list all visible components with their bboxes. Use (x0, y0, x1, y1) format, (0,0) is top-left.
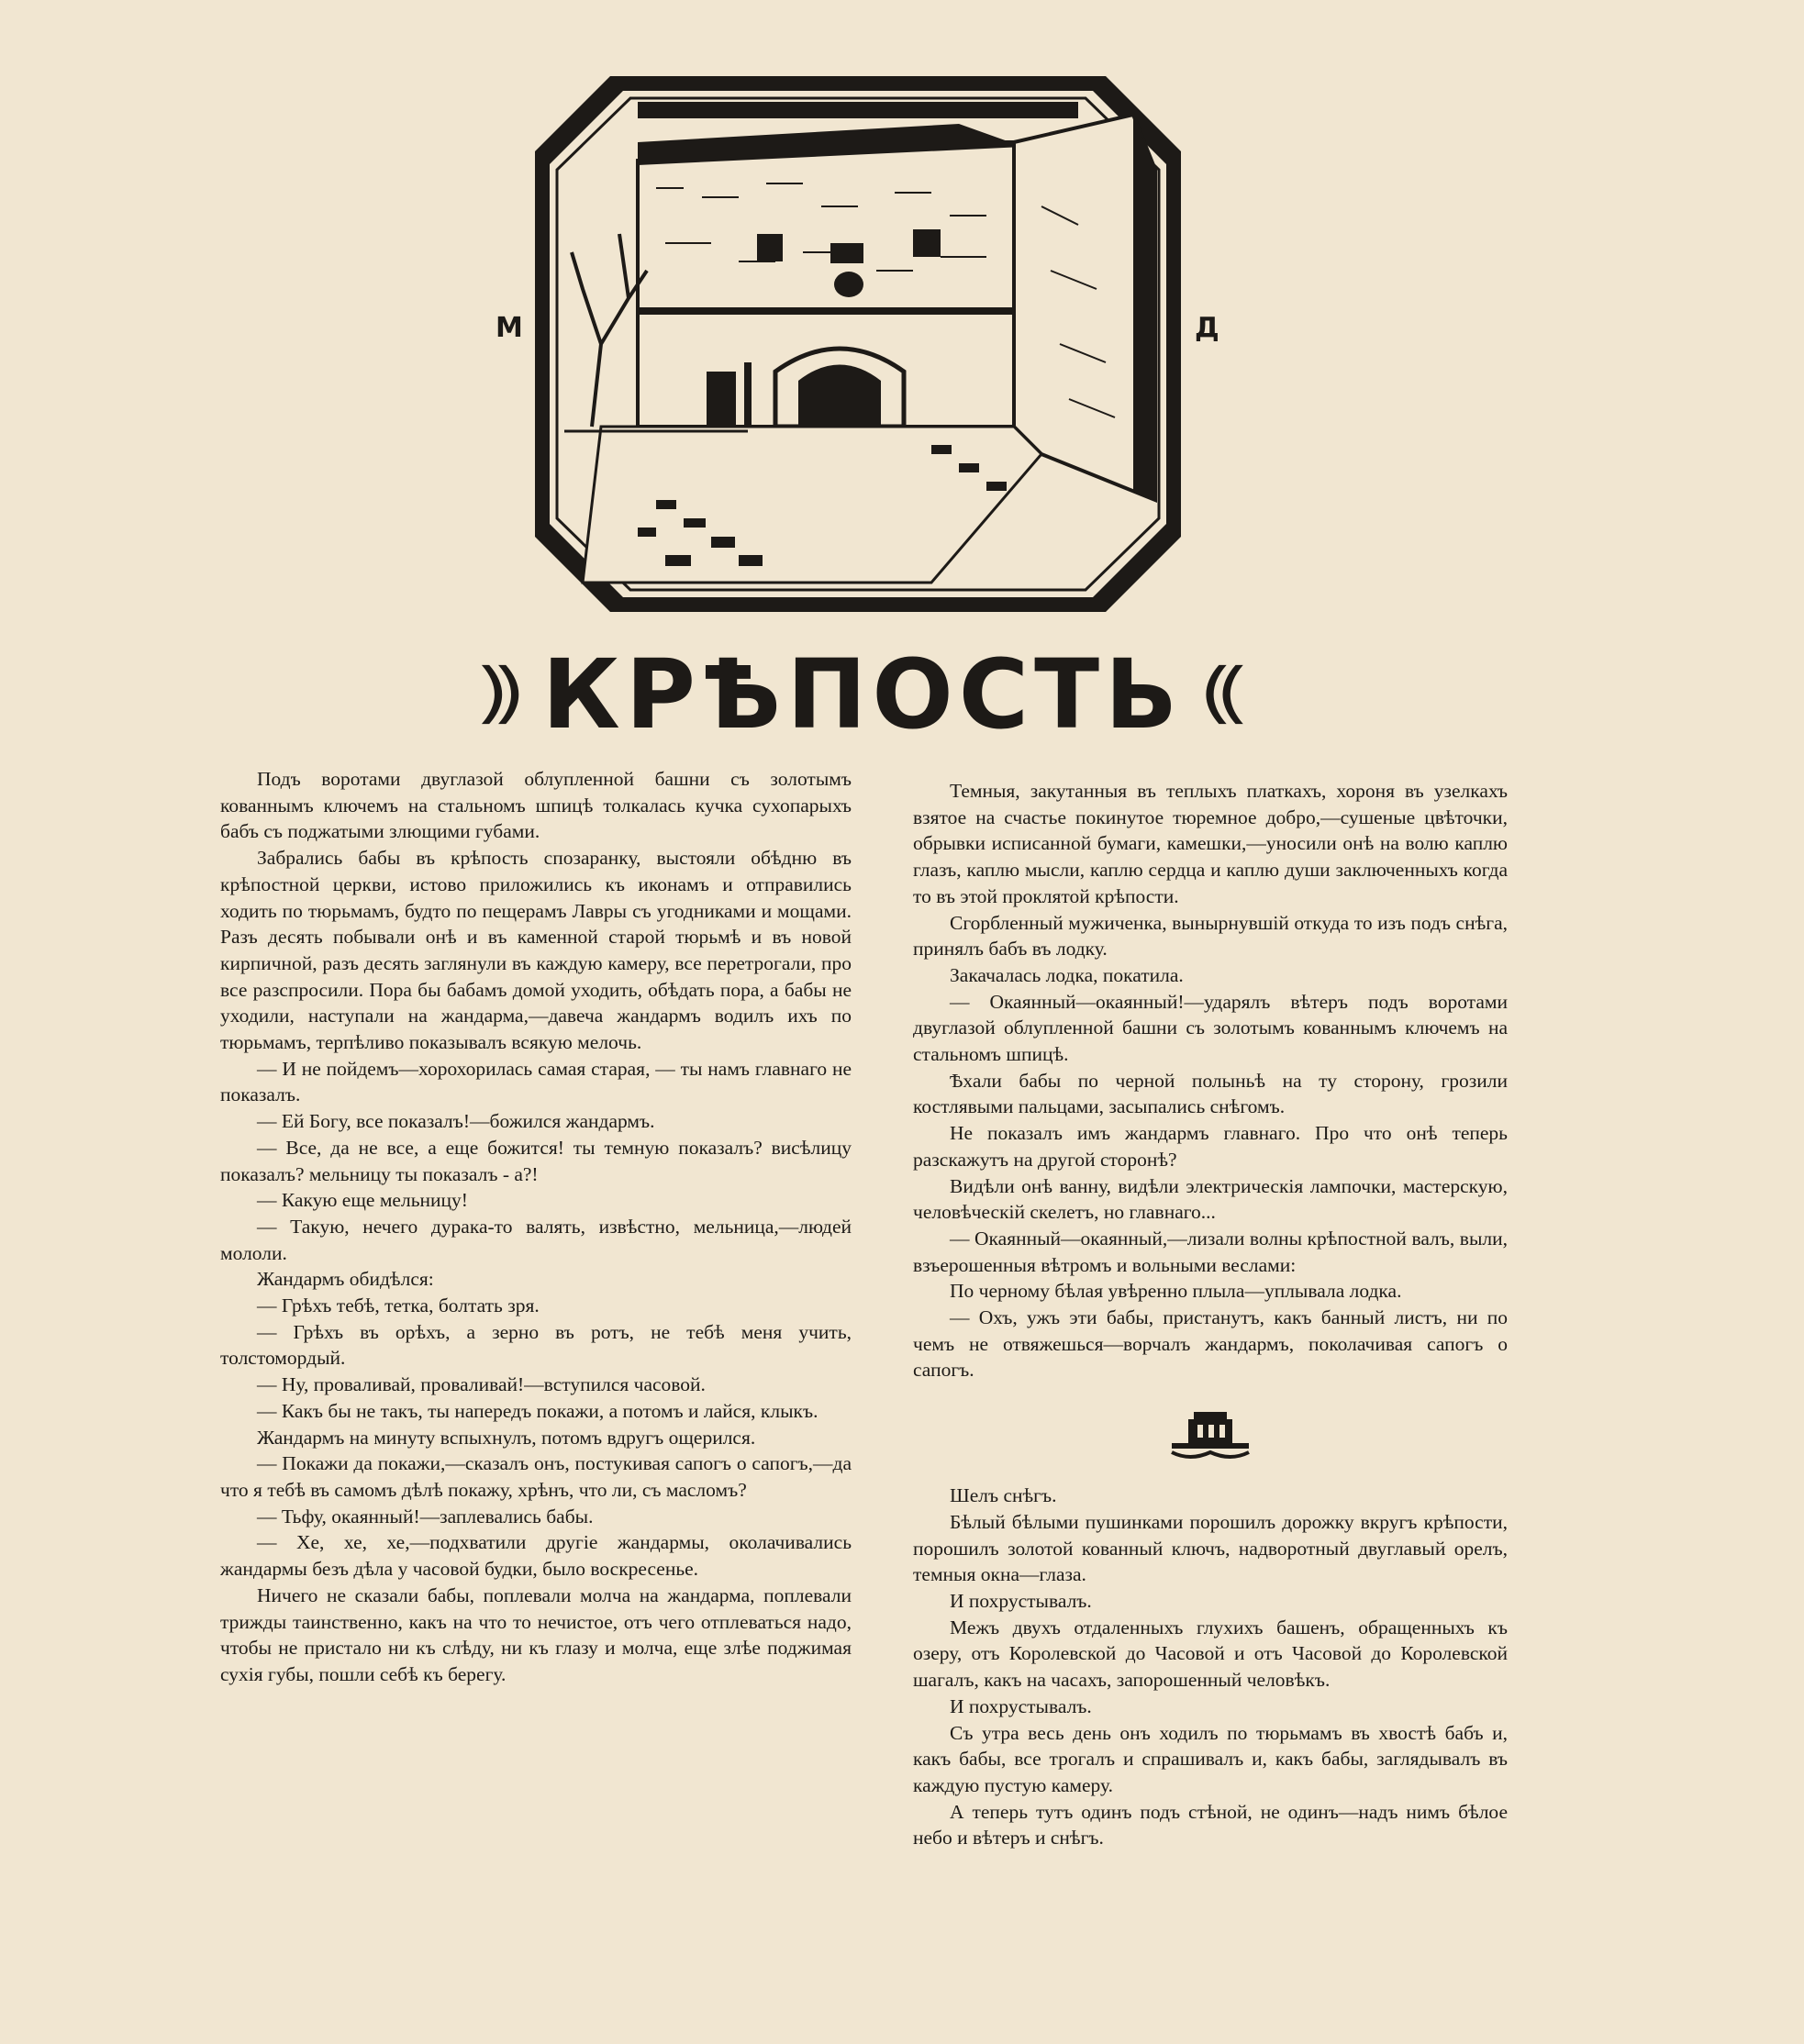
left-text-column (220, 766, 852, 1688)
paragraph: — Окаянный—окаянный!—ударялъ вѣтеръ подъ воротами двуглазой облупленной башни съ золотымъ кованнымъ ключемъ на стальномъ шпицѣ. (913, 990, 1508, 1066)
monogram-right: Д (1195, 312, 1219, 344)
paragraph: Бѣлый бѣлыми пушинками порошилъ дорожку вкругъ крѣпости, порошилъ золотой кованный ключъ, надворотный двуглавый орелъ, темныя окна—глаза. (913, 1510, 1508, 1586)
paragraph: Не показалъ имъ жандармъ главнаго. Про что онѣ теперь разскажутъ на другой сторонѣ? (913, 1122, 1508, 1171)
paragraph: — Покажи да покажи,—сказалъ онъ, постукивая сапогъ о сапогъ,—да что я тебѣ въ самомъ дѣлѣ покажу, хрѣнъ, что ли, съ масломъ? (220, 1452, 852, 1501)
paragraph: — И не пойдемъ—хорохорилась самая старая, — ты намъ главнаго не показалъ. (220, 1057, 852, 1106)
section-divider (913, 1396, 1508, 1475)
paragraph: Межъ двухъ отдаленныхъ глухихъ башенъ, обращенныхъ къ озеру, отъ Королевской до Часовой и отъ Часовой до Королевской шагалъ, какъ на часахъ, запорошенный человѣкъ. (913, 1616, 1508, 1692)
paragraph: — Грѣхъ въ орѣхъ, а зерно въ ротъ, не тебѣ меня учить, толстомордый. (220, 1320, 852, 1370)
paragraph: — Тьфу, окаянный!—заплевались бабы. (257, 1505, 594, 1527)
paragraph: Жандармъ на минуту вспыхнулъ, потомъ вдругъ ощерился. (257, 1426, 756, 1449)
paragraph: А теперь тутъ одинъ подъ стѣной, не одинъ—надъ нимъ бѣлое небо и вѣтеръ и снѣгъ. (913, 1800, 1508, 1850)
paragraph: — Окаянный—окаянный,—лизали волны крѣпостной валъ, выли, взъерошенныя вѣтромъ и вольными веслами: (913, 1227, 1508, 1276)
right-bracket-ornament (1199, 655, 1248, 734)
paragraph: Закачалась лодка, покатила. (950, 963, 1184, 986)
paragraph: — Ну, проваливай, проваливай!—вступился часовой. (257, 1373, 706, 1396)
paragraph: Жандармъ обидѣлся: (257, 1268, 434, 1291)
paragraph: И похрустывалъ. (950, 1694, 1092, 1717)
paragraph: Шелъ снѣгъ. (950, 1484, 1057, 1507)
paragraph: — Такую, нечего дурака-то валять, извѣстно, мельница,—людей мололи. (220, 1215, 852, 1264)
paragraph: Темныя, закутанныя въ теплыхъ платкахъ, хороня въ узелкахъ взятое на счастье покинутое тюремное добро,—сушеные цвѣточки, обрывки исписанной бумаги, камешки,—уносили онѣ на волю каплю глазъ, каплю мысли, каплю сердца и каплю души заключенныхъ когда то въ этой проклятой крѣпости. (913, 780, 1508, 907)
fortress-ornament-icon (1168, 1408, 1253, 1463)
title-text: КРѢПОСТЬ (541, 639, 1184, 750)
left-bracket-ornament (477, 655, 526, 734)
paragraph: — Хе, хе, хе,—подхватили другіе жандармы, околачивались жандармы безъ дѣла у часовой будки, было воскресенье. (220, 1531, 852, 1581)
paragraph: Съ утра весь день онъ ходилъ по тюрьмамъ въ хвостѣ бабъ и, какъ бабы, все трогалъ и спрашивалъ и, какъ бабы, заглядывалъ въ каждую пустую камеру. (913, 1721, 1508, 1796)
paragraph: По черному бѣлая увѣренно плыла—уплывала лодка. (950, 1280, 1402, 1303)
paragraph: — Все, да не все, а еще божится! ты темную показалъ? висѣлицу показалъ? мельницу ты показалъ - а?! (220, 1136, 852, 1185)
fortress-illustration (528, 69, 1188, 619)
paragraph: Забрались бабы въ крѣпость спозаранку, выстояли обѣдню въ крѣпостной церкви, истово приложились къ иконамъ и отправились ходить по тюрьмамъ, будто по пещерамъ Лавры съ угодниками и мощами. Разъ десять побывали онѣ и въ каменной старой тюрьмѣ и въ новой кирпичной, разъ десять заглянули въ каждую камеру, все перетрогали, про все разспросили. Пора бы бабамъ домой уходить, обѣдать пора, а бабы не уходили, наступали на жандарма,—давеча жандармъ водилъ ихъ по тюрьмамъ, терпѣливо показывалъ всякую мелочь. (220, 847, 852, 1054)
paragraph: Ничего не сказали бабы, поплевали молча на жандарма, поплевали трижды таинственно, какъ на что то нечистое, отъ чего отплеваться надо, чтобы не пристало ни къ слѣду, ни къ глазу и молча, еще злѣе поджимая сухія губы, пошли себѣ къ берегу. (220, 1583, 852, 1685)
paragraph: — Грѣхъ тебѣ, тетка, болтать зря. (257, 1294, 540, 1317)
paragraph: — Ей Богу, все показалъ!—божился жандармъ. (257, 1110, 655, 1133)
right-text-column (913, 778, 1508, 1851)
paragraph: — Охъ, ужъ эти бабы, пристанутъ, какъ банный листъ, ни по чемъ не отвяжешься—ворчалъ жандармъ, поколачивая сапогъ о сапогъ. (913, 1306, 1508, 1382)
right-column-first-part (913, 778, 1508, 1383)
paragraph: — Какую еще мельницу! (257, 1189, 468, 1212)
paragraph: Ѣхали бабы по черной полыньѣ на ту сторону, грозили костлявыми пальцами, засыпались снѣгомъ. (913, 1069, 1508, 1118)
paragraph: Сгорбленный мужиченка, вынырнувшій откуда то изъ подъ снѣга, принялъ бабъ въ лодку. (913, 911, 1508, 961)
right-column-second-part (913, 1483, 1508, 1851)
paragraph: — Какъ бы не такъ, ты напередъ покажи, а потомъ и лайся, клыкъ. (257, 1399, 818, 1422)
paragraph: Видѣли онѣ ванну, видѣли электрическія лампочки, мастерскую, человѣческій скелетъ, но главнаго... (913, 1174, 1508, 1224)
monogram-left: М (496, 312, 523, 344)
paragraph: И похрустывалъ. (950, 1589, 1092, 1612)
paragraph: Подъ воротами двуглазой облупленной башни съ золотымъ кованнымъ ключемъ на стальномъ шпицѣ толкалась кучка сухопарыхъ бабъ съ поджатыми злющими губами. (220, 768, 852, 843)
page-title (477, 639, 1248, 750)
